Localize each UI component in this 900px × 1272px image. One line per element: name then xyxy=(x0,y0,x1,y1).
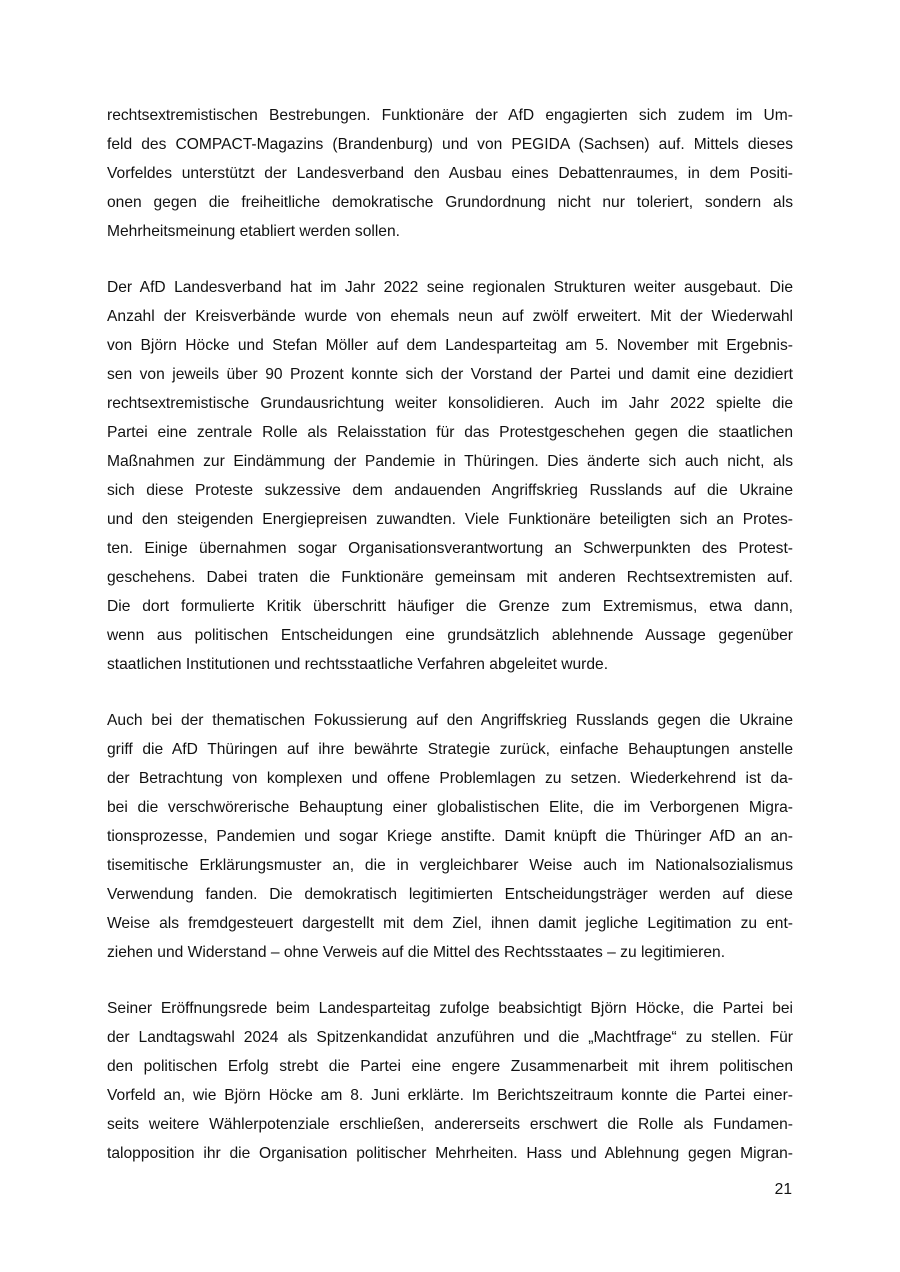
text-line: talopposition ihr die Organisation politischer Mehrheiten. Hass und Ablehnung gegen Migran- xyxy=(107,1145,793,1162)
text-line: wenn aus politischen Entscheidungen eine grundsätzlich ablehnende Aussage gegenüber xyxy=(107,627,793,644)
text-line: sich diese Proteste sukzessive dem andauenden Angriffskrieg Russlands auf die Ukraine xyxy=(107,482,793,499)
text-line: rechtsextremistische Grundausrichtung weiter konsolidieren. Auch im Jahr 2022 spielte die xyxy=(107,395,793,412)
text-line: tionsprozesse, Pandemien und sogar Kriege anstifte. Damit knüpft die Thüringer AfD an an- xyxy=(107,828,793,845)
text-line: rechtsextremistischen Bestrebungen. Funktionäre der AfD engagierten sich zudem im Um- xyxy=(107,107,793,124)
text-line: Verwendung fanden. Die demokratisch legitimierten Entscheidungsträger werden auf diese xyxy=(107,886,793,903)
text-line: feld des COMPACT-Magazins (Brandenburg) und von PEGIDA (Sachsen) auf. Mittels dieses xyxy=(107,136,793,153)
text-line: griff die AfD Thüringen auf ihre bewährte Strategie zurück, einfache Behauptungen anstelle xyxy=(107,741,793,758)
text-line: onen gegen die freiheitliche demokratische Grundordnung nicht nur toleriert, sondern als xyxy=(107,194,793,211)
text-line: Partei eine zentrale Rolle als Relaisstation für das Protestgeschehen gegen die staatlichen xyxy=(107,424,793,441)
paragraph-4 xyxy=(107,994,793,1168)
text-line: bei die verschwörerische Behauptung einer globalistischen Elite, die im Verborgenen Migra- xyxy=(107,799,793,816)
text-line: den politischen Erfolg strebt die Partei eine engere Zusammenarbeit mit ihrem politischen xyxy=(107,1058,793,1075)
text-line: Seiner Eröffnungsrede beim Landesparteitag zufolge beabsichtigt Björn Höcke, die Partei bei xyxy=(107,1000,793,1017)
text-line: ziehen und Widerstand – ohne Verweis auf die Mittel des Rechtsstaates – zu legitimieren. xyxy=(107,944,726,961)
paragraph-1 xyxy=(107,101,793,246)
text-line: Mehrheitsmeinung etabliert werden sollen. xyxy=(107,223,400,240)
text-line: Die dort formulierte Kritik überschritt häufiger die Grenze zum Extremismus, etwa dann, xyxy=(107,598,793,615)
paragraph-2 xyxy=(107,273,793,679)
text-line: und den steigenden Energiepreisen zuwandten. Viele Funktionäre beteiligten sich an Protes- xyxy=(107,511,793,528)
page-number: 21 xyxy=(774,1181,792,1198)
text-line: Der AfD Landesverband hat im Jahr 2022 seine regionalen Strukturen weiter ausgebaut. Die xyxy=(107,279,793,296)
text-line: geschehens. Dabei traten die Funktionäre gemeinsam mit anderen Rechtsextremisten auf. xyxy=(107,569,793,586)
paragraph-3 xyxy=(107,706,793,967)
text-line: staatlichen Institutionen und rechtsstaatliche Verfahren abgeleitet wurde. xyxy=(107,656,609,673)
text-line: von Björn Höcke und Stefan Möller auf dem Landesparteitag am 5. November mit Ergebnis- xyxy=(107,337,793,354)
text-line: Vorfeld an, wie Björn Höcke am 8. Juni erklärte. Im Berichtszeitraum konnte die Partei einer- xyxy=(107,1087,793,1104)
text-line: Auch bei der thematischen Fokussierung auf den Angriffskrieg Russlands gegen die Ukraine xyxy=(107,712,793,729)
text-line: tisemitische Erklärungsmuster an, die in vergleichbarer Weise auch im Nationalsozialismus xyxy=(107,857,793,874)
text-line: ten. Einige übernahmen sogar Organisationsverantwortung an Schwerpunkten des Protest- xyxy=(107,540,793,557)
text-line: der Landtagswahl 2024 als Spitzenkandidat anzuführen und die „Machtfrage“ zu stellen. Für xyxy=(107,1029,793,1046)
body-text xyxy=(107,101,793,1195)
text-line: Maßnahmen zur Eindämmung der Pandemie in Thüringen. Dies änderte sich auch nicht, als xyxy=(107,453,793,470)
text-line: der Betrachtung von komplexen und offene Problemlagen zu setzen. Wiederkehrend ist da- xyxy=(107,770,793,787)
text-line: Weise als fremdgesteuert dargestellt mit dem Ziel, ihnen damit jegliche Legitimation zu ent- xyxy=(107,915,793,932)
text-line: Anzahl der Kreisverbände wurde von ehemals neun auf zwölf erweitert. Mit der Wiederwahl xyxy=(107,308,793,325)
text-line: sen von jeweils über 90 Prozent konnte sich der Vorstand der Partei und damit eine dezidiert xyxy=(107,366,793,383)
text-line: Vorfeldes unterstützt der Landesverband den Ausbau eines Debattenraumes, in dem Positi- xyxy=(107,165,793,182)
text-line: seits weitere Wählerpotenziale erschließen, andererseits erschwert die Rolle als Fundamen- xyxy=(107,1116,793,1133)
